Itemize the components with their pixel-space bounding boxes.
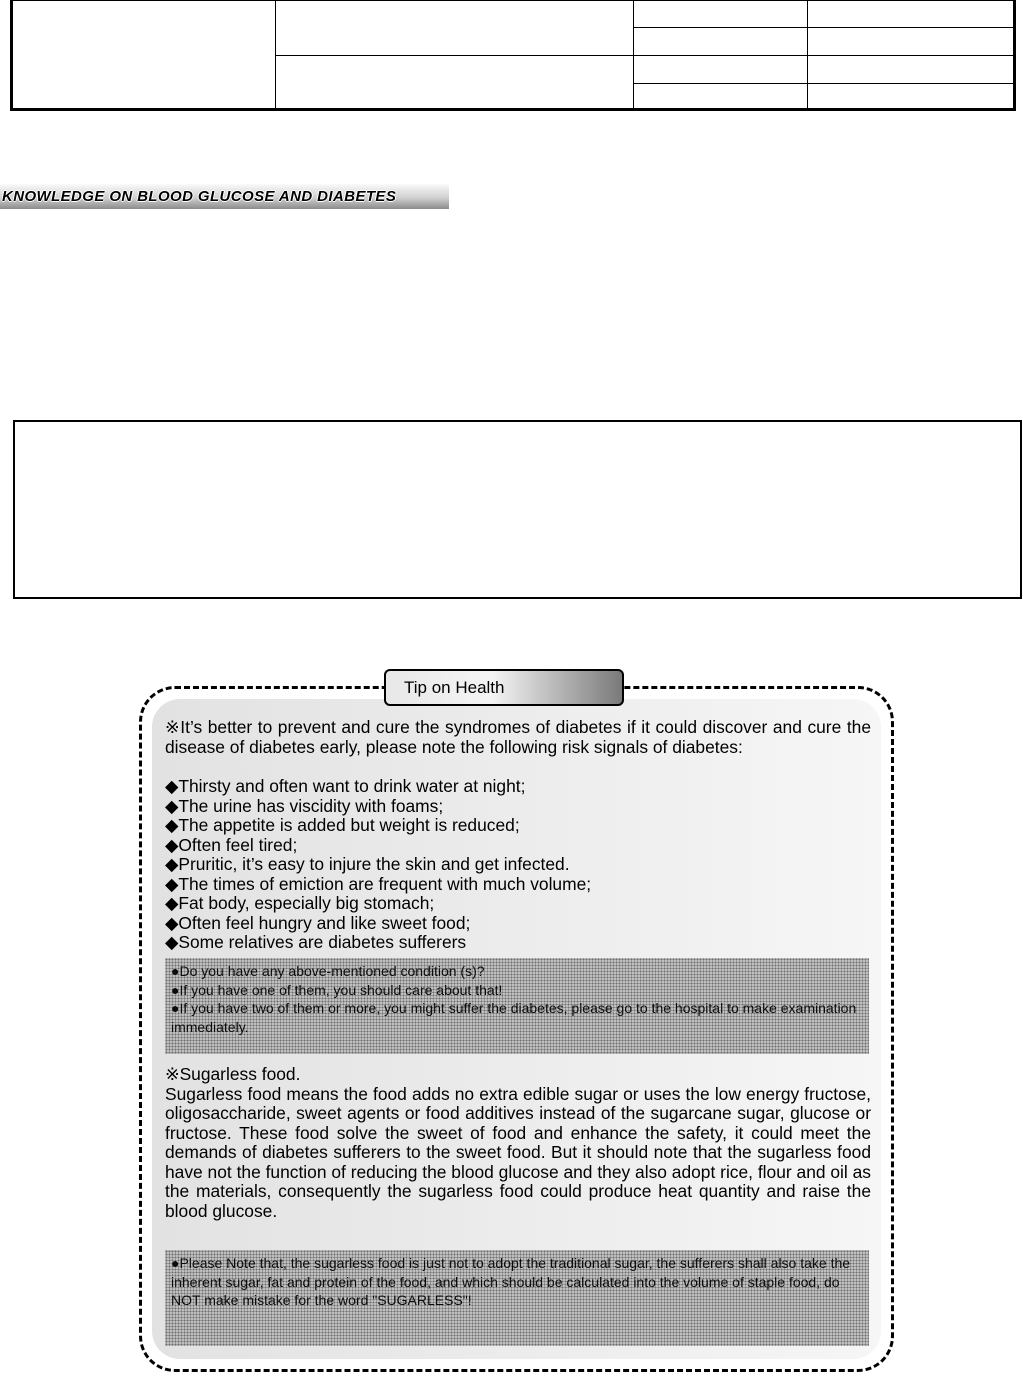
sugarless-body: Sugarless food means the food adds no extra edible sugar or uses the low energy fructose, oligosaccharide, sweet agents or food additives instead of the sugarcane sugar, glucose or fructose. These food solve the sweet of food and enhance the safety, it could meet the demands of diabetes sufferers to the sweet food. But it should note that the sugarless food have not the function of reducing the blood glucose and they also adopt rice, flour and oil as the materials, consequently the sugarless food could produce heat quantity and raise the blood glucose. <box>165 1083 871 1221</box>
sugarless-note: ●Please Note that, the sugarless food is just not to adopt the traditional sugar, the sufferers shall also take the inherent sugar, fat and protein of the food, and which should be calculated into the volume of staple food, do NOT make mistake for the word "SUGARLESS"! <box>171 1255 851 1308</box>
section-title: KNOWLEDGE ON BLOOD GLUCOSE AND DIABETES <box>0 184 449 209</box>
list-item: ◆ The urine has viscidity with foams; <box>165 797 871 817</box>
risk-signal-list <box>165 777 871 953</box>
risk-note-box <box>165 958 869 1054</box>
note-line: ●If you have two of them or more, you might suffer the diabetes, please go to the hospital to make examination immediately. <box>171 1000 857 1035</box>
sugarless-section <box>165 1065 871 1221</box>
tip-intro-text: ※It’s better to prevent and cure the syndromes of diabetes if it could discover and cure the disease of diabetes early, please note the following risk signals of diabetes: <box>165 717 871 757</box>
table-divider <box>633 27 1013 28</box>
sugarless-note-box <box>165 1250 869 1346</box>
list-item: ◆ Some relatives are diabetes sufferers <box>165 933 871 953</box>
list-item: ◆ Often feel tired; <box>165 836 871 856</box>
sugarless-heading: ※Sugarless food. <box>165 1064 301 1084</box>
header-table <box>10 0 1016 111</box>
content-box <box>13 420 1022 599</box>
list-item: ◆ Pruritic, it’s easy to injure the skin and get infected. <box>165 855 871 875</box>
list-item: ◆ Often feel hungry and like sweet food; <box>165 914 871 934</box>
list-item: ◆ Fat body, especially big stomach; <box>165 894 871 914</box>
list-item: ◆ Thirsty and often want to drink water at night; <box>165 777 871 797</box>
list-item: ◆ The times of emiction are frequent with much volume; <box>165 875 871 895</box>
tip-tab: Tip on Health <box>384 669 624 706</box>
table-divider <box>633 83 1013 84</box>
table-divider <box>275 55 1013 56</box>
list-item: ◆ The appetite is added but weight is reduced; <box>165 816 871 836</box>
note-line: ●If you have one of them, you should care about that! <box>171 981 503 998</box>
note-line: ●Do you have any above-mentioned condition (s)? <box>171 963 485 979</box>
tip-intro <box>165 718 871 757</box>
